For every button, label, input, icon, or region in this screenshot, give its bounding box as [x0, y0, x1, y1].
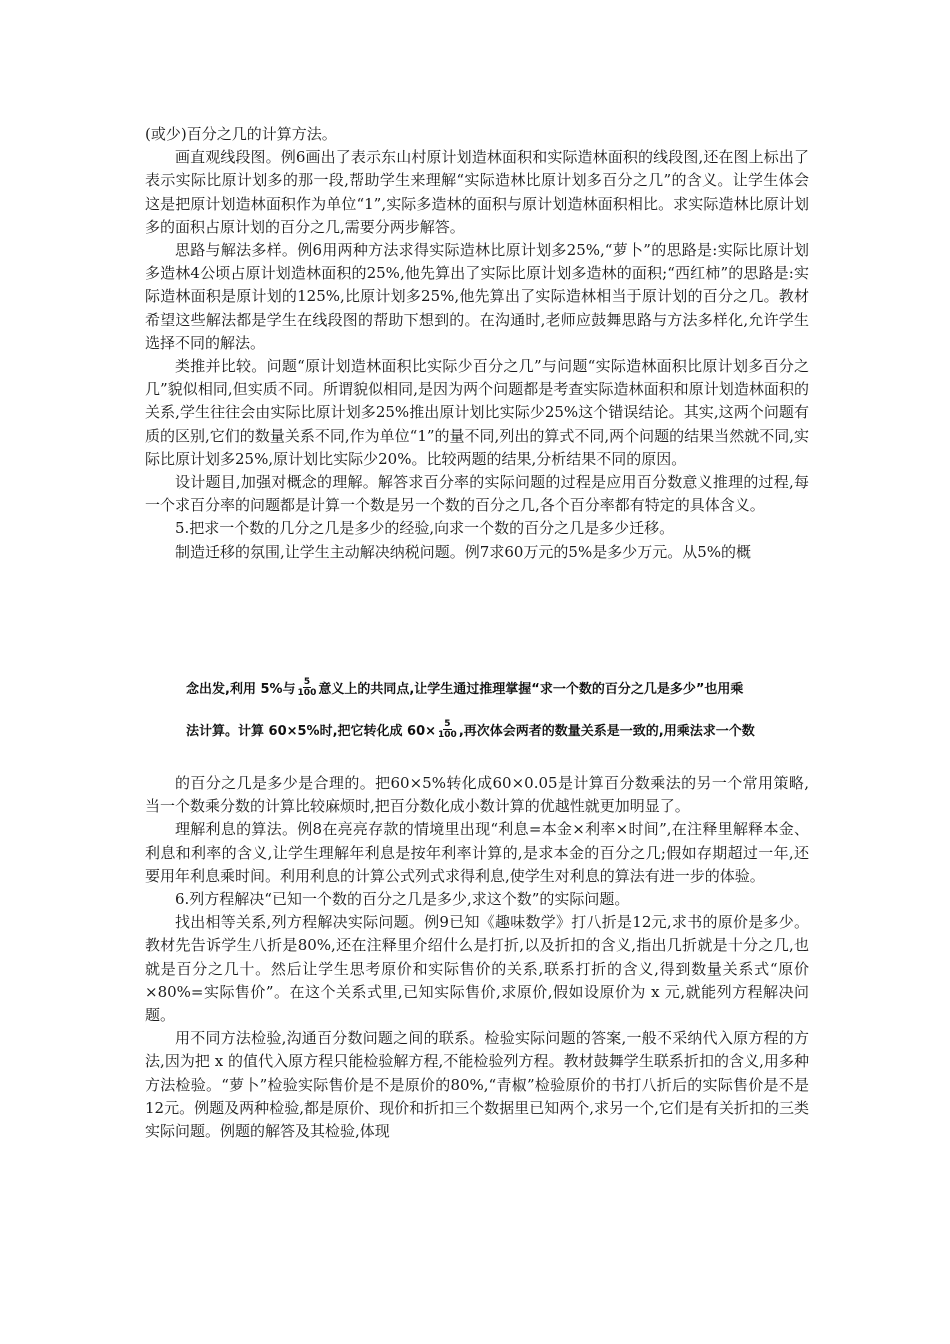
- fraction-numerator: 5: [444, 718, 451, 729]
- paragraph: 的百分之几是多少是合理的。把60×5%转化成60×0.05是计算百分数乘法的另一个常用策略,当一个数乘分数的计算比较麻烦时,把百分数化成小数计算的优越性就更加明显了。: [145, 774, 809, 816]
- text-block-top: [145, 123, 809, 564]
- paragraph: 5.把求一个数的几分之几是多少的经验,向求一个数的百分之几是多少迁移。: [175, 519, 675, 538]
- paragraph: 设计题目,加强对概念的理解。解答求百分率的实际问题的过程是应用百分数意义推理的过程,每一个求百分率的问题都是计算一个数是另一个数的百分之几,各个百分率都有特定的具体含义。: [145, 473, 809, 515]
- formula-text: 法计算。计算 60×5%时,把它转化成 60×: [186, 723, 437, 739]
- formula-line-1: [186, 672, 743, 702]
- paragraph: 6.列方程解决“已知一个数的百分之几是多少,求这个数”的实际问题。: [175, 890, 630, 909]
- paragraph: 理解利息的算法。例8在亮亮存款的情境里出现“利息=本金×利率×时间”,在注释里解释本金、利息和利率的含义,让学生理解年利息是按年利率计算的,是求本金的百分之几;假如存期超过一年,还要用年利息乘时间。利用利息的计算公式列式求得利息,使学生对利息的算法有进一步的体验。: [145, 820, 809, 885]
- paragraph: 用不同方法检验,沟通百分数问题之间的联系。检验实际问题的答案,一般不采纳代入原方程的方法,因为把 x 的值代入原方程只能检验解方程,不能检验列方程。教材鼓舞学生联系折扣的含义,用多种方法检验。“萝卜”检验实际售价是不是原价的80%,“青椒”检验原价的书打八折后的实际售价是不是12元。例题及两种检验,都是原价、现价和折扣三个数据里已知两个,求另一个,它们是有关折扣的三类实际问题。例题的解答及其检验,体现: [145, 1029, 809, 1141]
- fraction-denominator: 100: [438, 729, 457, 740]
- paragraph: (或少)百分之几的计算方法。: [145, 125, 337, 143]
- fraction: [297, 677, 318, 698]
- fraction-numerator: 5: [303, 676, 311, 687]
- formula-text: ,再次体会两者的数量关系是一致的,用乘法求一个数: [458, 723, 755, 739]
- paragraph: 找出相等关系,列方程解决实际问题。例9已知《趣味数学》打八折是12元,求书的原价是多少。教材先告诉学生八折是80%,还在注释里介绍什么是打折,以及折扣的含义,指出几折就是十分之几,也就是百分之几十。然后让学生思考原价和实际售价的关系,联系打折的含义,得到数量关系式“原价×80%=实际售价”。在这个关系式里,已知实际售价,求原价,假如设原价为 x 元,就能列方程解决问题。: [145, 913, 809, 1025]
- paragraph: 思路与解法多样。例6用两种方法求得实际造林比原计划多25%,“萝卜”的思路是:实际比原计划多造林4公顷占原计划造林面积的25%,他先算出了实际比原计划多造林的面积;“西红柿”的思路是:实际造林面积是原计划的125%,比原计划多25%,他先算出了实际造林相当于原计划的百分之几。教材希望这些解法都是学生在线段图的帮助下想到的。在沟通时,老师应鼓舞思路与方法多样化,允许学生选择不同的解法。: [145, 241, 809, 352]
- fraction: [437, 719, 458, 740]
- paragraph: 画直观线段图。例6画出了表示东山村原计划造林面积和实际造林面积的线段图,还在图上标出了表示实际比原计划多的那一段,帮助学生来理解“实际造林比原计划多百分之几”的含义。让学生体会这是把原计划造林面积作为单位“1”,实际多造林的面积与原计划造林面积相比。求实际造林比原计划多的面积占原计划的百分之几,需要分两步解答。: [145, 148, 809, 236]
- formula-text: 念出发,利用 5%与: [186, 681, 296, 697]
- paragraph: 类推并比较。问题“原计划造林面积比实际少百分之几”与问题“实际造林面积比原计划多百分之几”貌似相同,但实质不同。所谓貌似相同,是因为两个问题都是考查实际造林面积和原计划造林面积的关系,学生往往会由实际比原计划多25%推出原计划比实际少25%这个错误结论。其实,这两个问题有质的区别,它们的数量关系不同,作为单位“1”的量不同,列出的算式不同,两个问题的结果当然就不同,实际比原计划多25%,原计划比实际少20%。比较两题的结果,分析结果不同的原因。: [145, 357, 809, 468]
- text-block-bottom: [145, 772, 809, 1143]
- formula-line-2: [186, 714, 755, 744]
- fraction-denominator: 100: [297, 687, 317, 698]
- formula-text: 意义上的共同点,让学生通过推理掌握“求一个数的百分之几是多少”也用乘: [318, 681, 744, 697]
- paragraph: 制造迁移的氛围,让学生主动解决纳税问题。例7求60万元的5%是多少万元。从5%的概: [175, 542, 751, 561]
